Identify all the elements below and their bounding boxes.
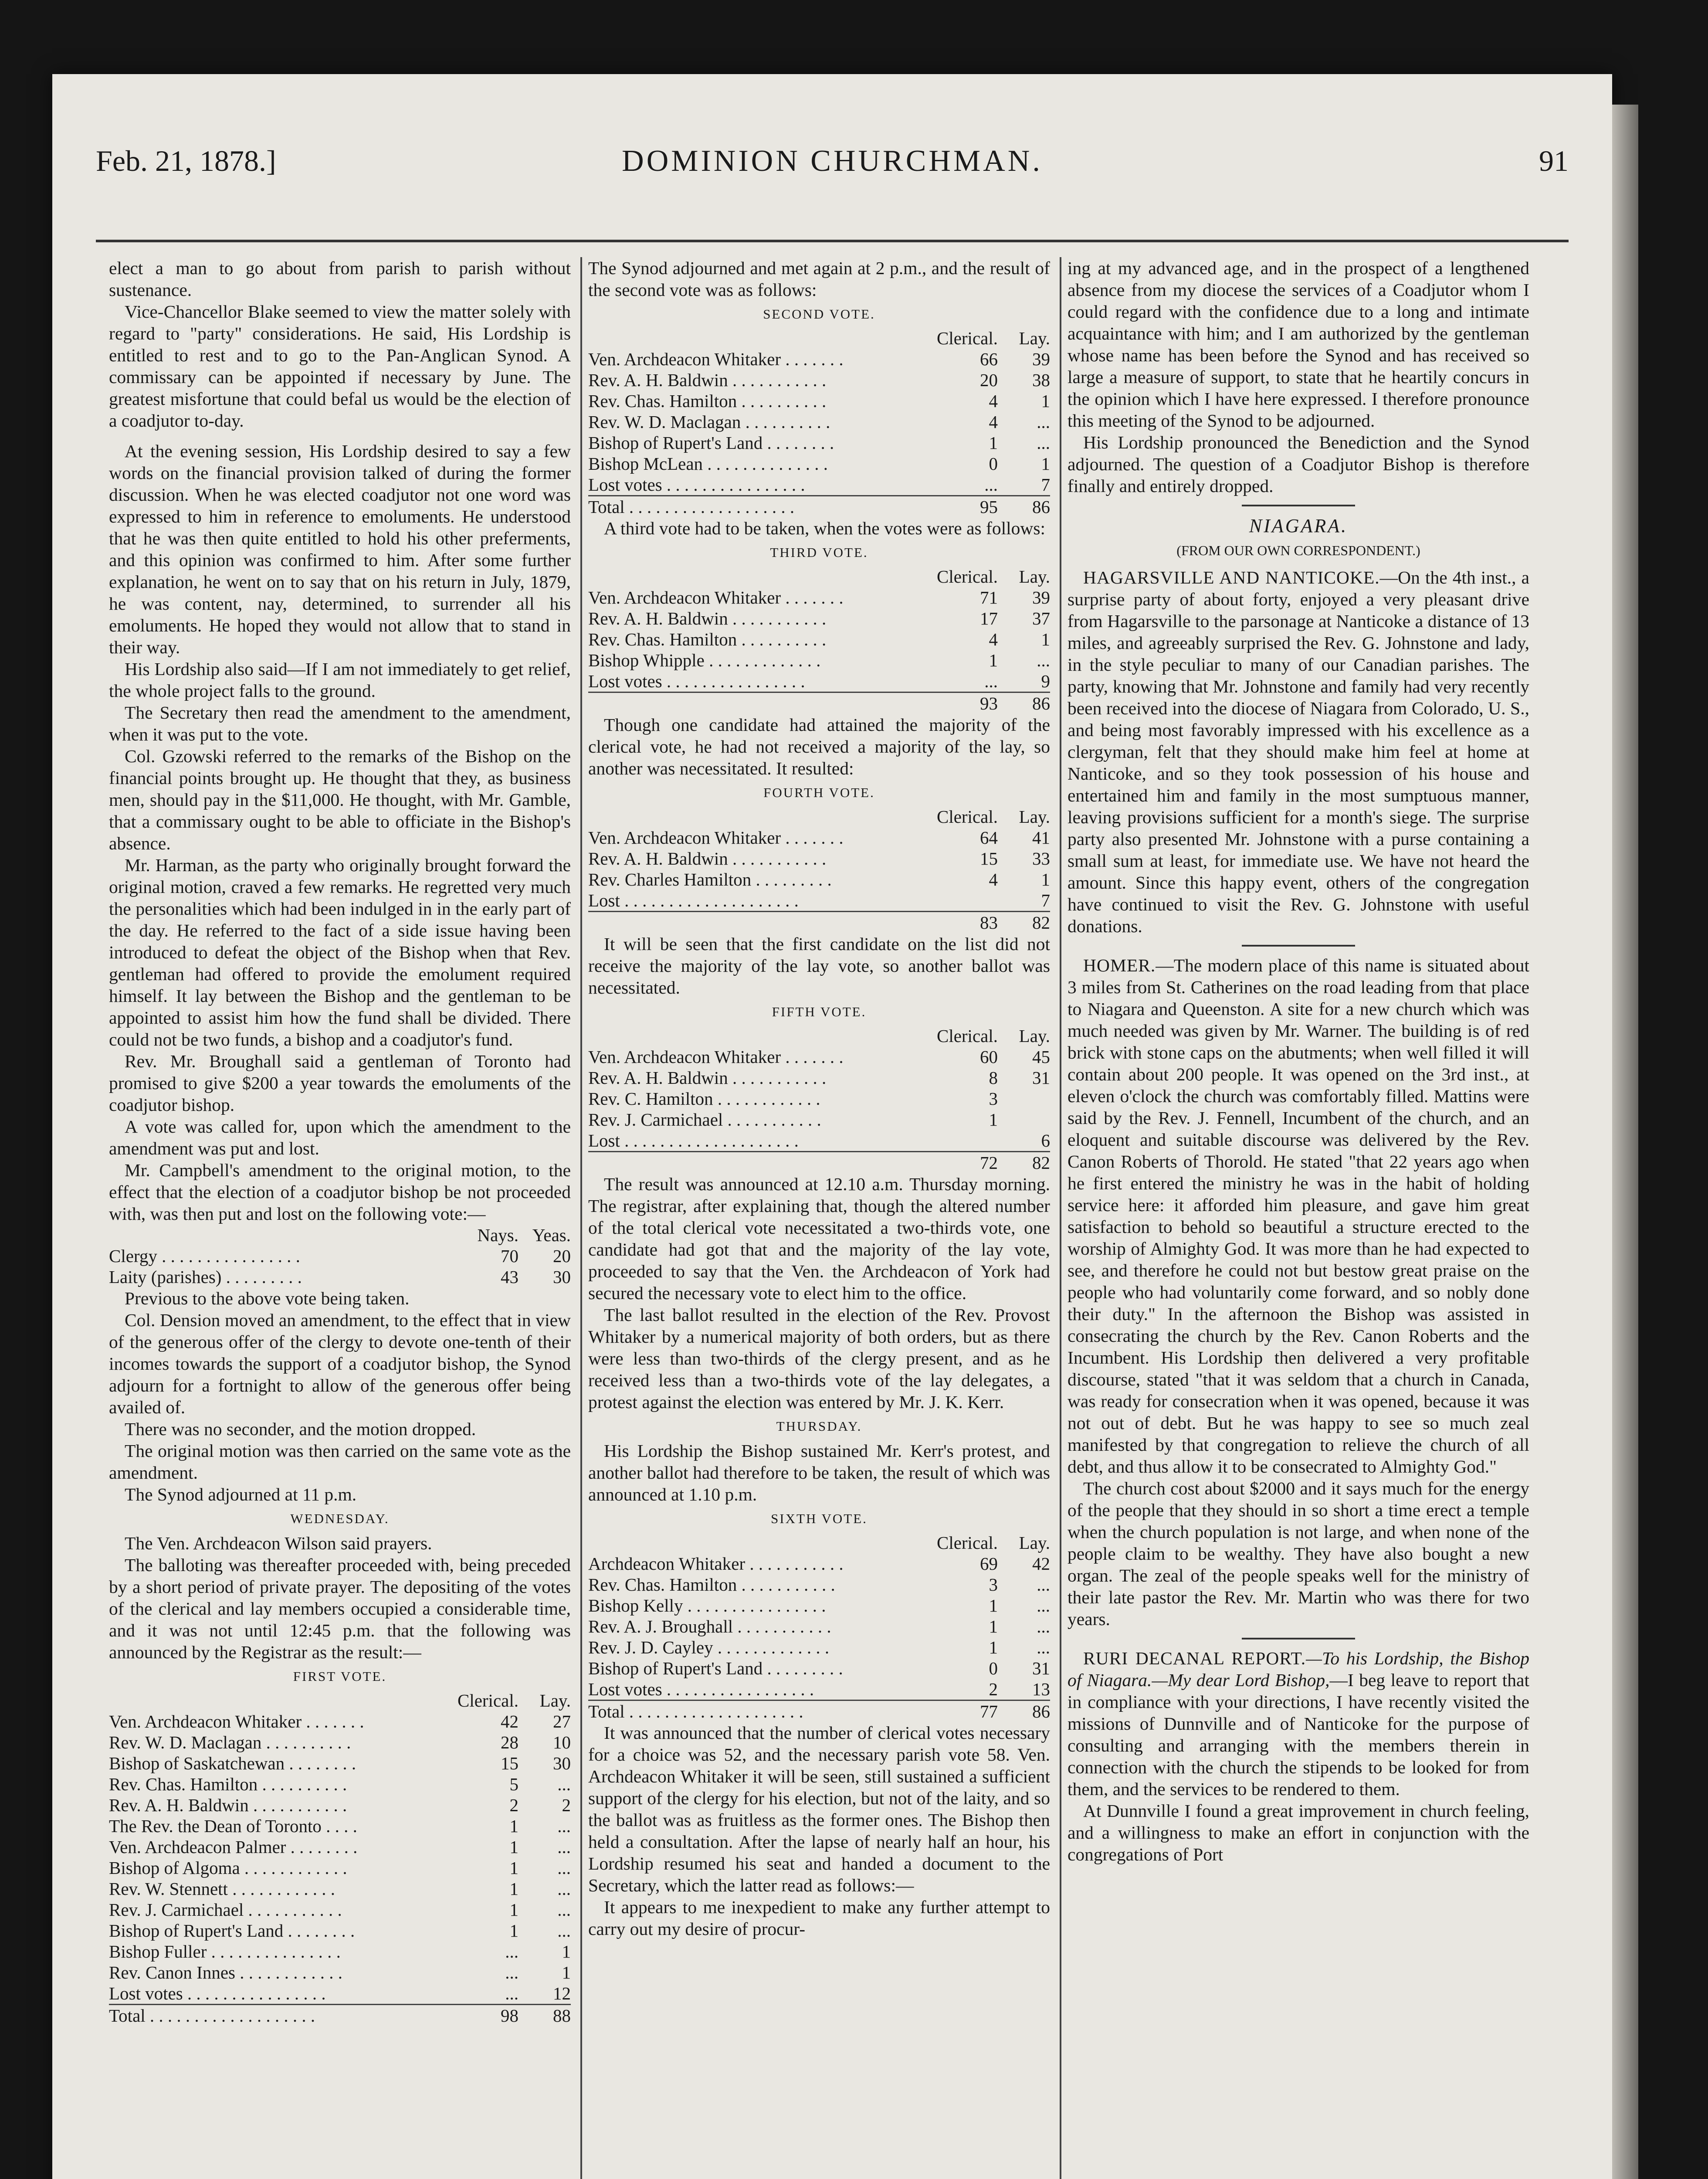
row-label: Clergy . . . . . . . . . . . . . . . . [109, 1246, 300, 1266]
table-row [588, 1574, 1050, 1595]
row-label: Rev. W. D. Maclagan . . . . . . . . . . [109, 1732, 351, 1752]
row-label: Rev. A. H. Baldwin . . . . . . . . . . . [588, 370, 827, 390]
paragraph: Col. Gzowski referred to the remarks of the Bishop on the financial points brought up. He thought that they, as business men, should pay in the $11,000. He thought, with Mr. Gamble, that a commissary ought to be able to officiate in the Bishop's absence. [109, 746, 571, 853]
column-header: Lay. [1019, 567, 1050, 587]
table-row [588, 1553, 1050, 1574]
section-heading: SECOND VOTE. [763, 306, 875, 322]
row-label: Lost . . . . . . . . . . . . . . . . . . . . [588, 890, 799, 910]
cell: 10 [553, 1732, 571, 1752]
cell: 45 [1032, 1047, 1050, 1067]
table-row [109, 1246, 571, 1266]
cell: 64 [980, 828, 998, 848]
cell: 95 [937, 496, 998, 518]
total-row [588, 1152, 1050, 1174]
row-label: Bishop McLean . . . . . . . . . . . . . . [588, 454, 828, 474]
paragraph: At the evening session, His Lordship desired to say a few words on the financial provision talked of during the former discussion. When he was elected coadjutor not one word was expressed to him in reference to emoluments. He understood that he was then quite entitled to hold his other preferments, and this opinion was confirmed to him. After some further explanation, he went on to say that on his return in July, 1879, he was content, nay, determined, to surrender all his emoluments. He hoped they would not allow that to stand in their way. [109, 441, 571, 657]
cell: 13 [1032, 1679, 1050, 1699]
table-row [588, 1595, 1050, 1616]
table-row [588, 629, 1050, 650]
paragraph: Vice-Chancellor Blake seemed to view the matter solely with regard to "party" considerations. He said, His Lordship is entitled to rest and to go to the Pan-Anglican Synod. A commissary can be appointed if necessary by June. The greatest misfortune that could befal us would be the election of a coadjutor to-day. [109, 302, 571, 431]
column-header: Clerical. [936, 328, 998, 348]
table-row [588, 587, 1050, 608]
cell: 30 [553, 1267, 571, 1287]
paragraph: elect a man to go about from parish to parish without sustenance. [109, 258, 571, 300]
cell: ... [505, 1941, 518, 1962]
table-row [588, 608, 1050, 629]
table-row [588, 1046, 1050, 1067]
column-3 [1068, 257, 1529, 1865]
column-header: Lay. [1019, 1026, 1050, 1046]
row-label: Bishop of Saskatchewan . . . . . . . . [109, 1753, 356, 1773]
section-subheading: (FROM OUR OWN CORRESPONDENT.) [1176, 543, 1420, 558]
table-row [109, 1920, 571, 1941]
row-label: Bishop of Rupert's Land . . . . . . . . [109, 1921, 355, 1941]
cell: 1 [509, 1858, 518, 1878]
column-1 [109, 257, 571, 2026]
paragraph: The Secretary then read the amendment to the amendment, when it was put to the vote. [109, 703, 571, 744]
cell: 82 [998, 912, 1050, 933]
table-row [588, 1637, 1050, 1658]
cell: ... [557, 1879, 571, 1899]
cell: 77 [937, 1700, 998, 1722]
row-label: Rev. A. H. Baldwin . . . . . . . . . . . [109, 1795, 347, 1815]
row-label: Rev. Chas. Hamilton . . . . . . . . . . [588, 391, 827, 411]
row-label: Ven. Archdeacon Palmer . . . . . . . . [109, 1837, 358, 1857]
row-label: Rev. Charles Hamilton . . . . . . . . . [588, 869, 832, 889]
column-header: Clerical. [936, 1026, 998, 1046]
column-header: Clerical. [936, 807, 998, 827]
cell: 70 [501, 1246, 518, 1266]
row-label: Rev. J. D. Cayley . . . . . . . . . . . . . [588, 1637, 830, 1657]
paragraph: The Synod adjourned and met again at 2 p.m., and the result of the second vote was as follows: [588, 258, 1050, 300]
cell: 8 [989, 1068, 998, 1088]
table-row [109, 1962, 571, 1983]
section-heading: THIRD VOTE. [770, 545, 868, 560]
cell: 82 [998, 1152, 1050, 1174]
table-row [109, 1816, 571, 1836]
cell: ... [1037, 412, 1050, 432]
cell: 69 [980, 1554, 998, 1574]
cell: ... [557, 1858, 571, 1878]
section-heading: SIXTH VOTE. [771, 1511, 868, 1526]
fourth-vote-table [588, 806, 1050, 933]
row-label: The Rev. the Dean of Toronto . . . . [109, 1816, 357, 1836]
paragraph: The balloting was thereafter proceeded with, being preceded by a short period of private prayer. The depositing of the votes of the clerical and lay members occupied a considerable time, and it was not until 12:45 p.m. that the following was announced by the Registrar as the result:— [109, 1555, 571, 1662]
cell: ... [1037, 650, 1050, 670]
paragraph-lead: HAGARSVILLE AND NANTICOKE. [1083, 567, 1380, 587]
table-row [588, 650, 1050, 671]
cell: 1 [1041, 391, 1050, 411]
column-divider [1060, 257, 1061, 2179]
row-label: Rev. A. H. Baldwin . . . . . . . . . . . [588, 849, 827, 869]
paragraph-body: —On the 4th inst., a surprise party of about forty, enjoyed a very pleasant drive from Hagarsville to the parsonage at Nanticoke a distance of 13 miles, and agreeably surprised the Rev. G. Johnstone and lady, in the style peculiar to many of our Canadian parishes. The party, knowing that Mr. Johnstone and family had very recently been received into the diocese of Niagara from Colorado, U. S., and being most favorably impressed with his excellence as a clergyman, felt that they should make him feel at home at Nanticoke, and so they took possession of his house and entertained him and family in the most sumptuous manner, leaving provisions sufficient for a month's siege. The surprise party also presented Mr. Johnstone with a purse containing a small sum at least, for immediate use. We have not heard the amount. Since this happy event, others of the congregation have continued to visit the Rev. G. Johnstone with useful donations. [1068, 567, 1529, 936]
cell: ... [1037, 433, 1050, 453]
table-row [109, 1732, 571, 1753]
row-label: Rev. A. H. Baldwin . . . . . . . . . . . [588, 1068, 827, 1088]
row-label: Bishop of Rupert's Land . . . . . . . . [588, 433, 834, 453]
section-heading: FOURTH VOTE. [763, 785, 875, 800]
cell: 98 [458, 2005, 518, 2026]
cell: 93 [937, 692, 998, 714]
paragraph [1068, 567, 1529, 937]
paragraph: Mr. Campbell's amendment to the original motion, to the effect that the election of a coadjutor bishop be not proceeded with, was then put and lost on the following vote:— [109, 1160, 571, 1224]
cell: 38 [1032, 370, 1050, 390]
cell: 5 [509, 1774, 518, 1794]
paragraph: A vote was called for, upon which the amendment to the amendment was put and lost. [109, 1117, 571, 1158]
sixth-vote-table [588, 1532, 1050, 1722]
third-vote-table [588, 566, 1050, 714]
column-header: Lay. [1019, 807, 1050, 827]
table-row [588, 890, 1050, 912]
column-header: Clerical. [457, 1690, 518, 1711]
cell [937, 890, 998, 912]
cell: 66 [980, 349, 998, 369]
paragraph: The church cost about $2000 and it says much for the energy of the people that they should in so short a time erect a temple when the church population is not large, and when none of the people claim to be wealthy. They have also bought a new organ. The zeal of the people speaks well for the ministry of their late pastor the Rev. Mr. Martin who was there for two years. [1068, 1478, 1529, 1629]
section-heading: FIRST VOTE. [293, 1669, 387, 1684]
cell: 4 [989, 869, 998, 889]
cell: 1 [509, 1837, 518, 1857]
total-row [588, 692, 1050, 714]
paragraph: The Ven. Archdeacon Wilson said prayers. [125, 1533, 432, 1553]
row-label: Lost votes . . . . . . . . . . . . . . . . [588, 671, 805, 691]
cell: 39 [1032, 587, 1050, 608]
paragraph-body: —I beg leave to report that in compliance with your directions, I have recently visited the missions of Dunnville and of Nanticoke for the purpose of consulting and arranging with the members therein in connection with the church the stipends to be looked for from them, and the services to be rendered to them. [1068, 1670, 1529, 1799]
column-divider [580, 257, 582, 2179]
row-label: Lost votes . . . . . . . . . . . . . . . . [588, 475, 805, 495]
total-row [109, 2005, 571, 2026]
cell: 1 [509, 1921, 518, 1941]
paragraph-lead: RURI DECANAL REPORT. [1083, 1648, 1306, 1668]
table-row [588, 1130, 1050, 1152]
cell: 15 [980, 849, 998, 869]
table-row [588, 848, 1050, 869]
cell [998, 1088, 1050, 1109]
paragraph: It will be seen that the first candidate on the list did not receive the majority of the lay vote, so another ballot was necessitated. [588, 934, 1050, 998]
cell: ... [1037, 1637, 1050, 1657]
cell: ... [1037, 1616, 1050, 1636]
row-label: Bishop Whipple . . . . . . . . . . . . . [588, 650, 821, 670]
cell: 2 [989, 1679, 998, 1699]
row-label: Ven. Archdeacon Whitaker . . . . . . . [588, 349, 844, 369]
row-label [588, 912, 937, 933]
campbell-vote-table [109, 1225, 571, 1287]
table-row [588, 869, 1050, 890]
first-vote-table [109, 1690, 571, 2026]
paragraph: ing at my advanced age, and in the prospect of a lengthened absence from my diocese the services of a Coadjutor whom I could regard with the confidence due to a long and intimate acquaintance with him; and I am authorized by the gentleman whose name has been before the Synod and has received so large a measure of support, to state that he heartily concurs in the opinion which I have here expressed. I therefore pronounce this meeting of the Synod to be adjourned. [1068, 258, 1529, 431]
row-label: Bishop of Rupert's Land . . . . . . . . . [588, 1658, 843, 1678]
table-row [588, 432, 1050, 453]
cell: 42 [1032, 1554, 1050, 1574]
row-label: Bishop of Algoma . . . . . . . . . . . . [109, 1858, 347, 1878]
header-rule [96, 240, 1569, 242]
cell: 33 [1032, 849, 1050, 869]
section-heading: FIFTH VOTE. [772, 1004, 867, 1019]
second-vote-table [588, 328, 1050, 517]
section-rule [1242, 1638, 1355, 1639]
cell: ... [505, 1983, 518, 2003]
row-label: Rev. Chas. Hamilton . . . . . . . . . . [109, 1774, 347, 1794]
cell: 1 [989, 650, 998, 670]
cell: 72 [937, 1152, 998, 1174]
cell: 31 [1032, 1658, 1050, 1678]
cell: 37 [1032, 608, 1050, 628]
cell: ... [557, 1900, 571, 1920]
table-row [588, 1658, 1050, 1679]
fifth-vote-table [588, 1025, 1050, 1173]
cell: 86 [998, 692, 1050, 714]
paragraph: The original motion was then carried on the same vote as the amendment. [109, 1441, 571, 1483]
cell: ... [984, 671, 998, 691]
row-label: Archdeacon Whitaker . . . . . . . . . . . [588, 1554, 844, 1574]
page-header [96, 139, 1569, 192]
section-heading: WEDNESDAY. [290, 1511, 390, 1526]
row-label: Total . . . . . . . . . . . . . . . . . . . . [588, 1700, 937, 1722]
cell: 7 [1041, 475, 1050, 495]
cell: ... [1037, 1575, 1050, 1595]
cell: 42 [501, 1711, 518, 1731]
cell: ... [557, 1816, 571, 1836]
paragraph-body: —The modern place of this name is situated about 3 miles from St. Catherines on the road leading from that place to Niagara and Queenston. A site for a new church which was much needed was given by Mr. Warner. The building is of red brick with stone caps on the abutments; when well filled it will contain about 200 people. It was opened on the 3rd inst., at eleven o'clock the church was comfortably filled. Mattins were said by the Rev. J. Fennell, Incumbent of the church, and an eloquent and suitable discourse was delivered by the Rev. Canon Roberts of Thorold. He stated "that 22 years ago when he first entered the ministry he was in the habit of holding service here: it afforded him pleasure, and gave him great satisfaction to behold so beautiful a structure erected to the worship of Almighty God. It was more than he had expected to see, and therefore he could not but bestow great praise on the people who had voluntarily come forward, and so nobly done their duty." In the afternoon the Bishop was assisted in consecrating the church by the Rev. Canon Roberts and the Incumbent. His Lordship then delivered a very profitable discourse, stated "that it was seldom that a church in Canada, was ready for consecration when it was opened, because it was not out of debt. But he was happy to see so much zeal manifested by that congregation to relieve the church of all debt, and thus allow it to be consecrated to Almighty God." [1068, 955, 1529, 1476]
paragraph: It was announced that the number of clerical votes necessary for a choice was 52, and the necessary parish vote 58. Ven. Archdeacon Whitaker it will be seen, still sustained a sufficient support of the clergy for his election, but not of the laity, and so the ballot was as fruitless as the former ones. The Bishop then held a consultation. After the lapse of nearly half an hour, his Lordship resumed his seat and handed a document to the Secretary, which the latter read as follows:— [588, 1723, 1050, 1895]
row-label: Rev. W. D. Maclagan . . . . . . . . . . [588, 412, 830, 432]
total-row [588, 1700, 1050, 1722]
paragraph: His Lordship pronounced the Benediction and the Synod adjourned. The question of a Coadjutor Bishop is therefore finally and entirely dropped. [1068, 432, 1529, 496]
column-header: Lay. [1019, 1533, 1050, 1553]
paragraph: Previous to the above vote being taken. [125, 1288, 410, 1308]
cell: 1 [989, 433, 998, 453]
row-label: Rev. Canon Innes . . . . . . . . . . . . [109, 1962, 342, 1982]
paragraph: It appears to me inexpedient to make any further attempt to carry out my desire of procur- [588, 1897, 1050, 1939]
cell: 3 [989, 1089, 998, 1109]
cell [937, 1130, 998, 1152]
row-label: Rev. A. H. Baldwin . . . . . . . . . . . [588, 608, 827, 628]
table-row [109, 1753, 571, 1774]
column-header: Lay. [1019, 328, 1050, 348]
row-label: Rev. C. Hamilton . . . . . . . . . . . . [588, 1089, 820, 1109]
paragraph: Rev. Mr. Broughall said a gentleman of Toronto had promised to give $200 a year towards the emoluments of the coadjutor bishop. [109, 1051, 571, 1115]
row-label: Rev. J. Carmichael . . . . . . . . . . . [109, 1900, 342, 1920]
table-row [109, 1878, 571, 1899]
cell: 0 [989, 1658, 998, 1678]
cell: 1 [989, 1110, 998, 1130]
cell: 12 [553, 1983, 571, 2003]
newspaper-page [52, 74, 1612, 2179]
table-row [109, 1795, 571, 1816]
cell: 71 [980, 587, 998, 608]
issue-date: Feb. 21, 1878.] [96, 144, 276, 177]
paragraph: The result was announced at 12.10 a.m. Thursday morning. The registrar, after explaining that, though the altered number of the total clerical vote necessitated a two-thirds vote, one candidate had got that and the majority of the lay vote, proceeded to say that the Ven. the Archdeacon of York had secured the necessary vote to elect him to the office. [588, 1174, 1050, 1303]
cell: 3 [989, 1575, 998, 1595]
column-header: Nays. [477, 1225, 518, 1245]
table-row [109, 1836, 571, 1857]
cell: ... [557, 1921, 571, 1941]
publication-title: DOMINION CHURCHMAN. [622, 144, 1043, 178]
table-row [588, 474, 1050, 496]
paragraph: At Dunnville I found a great improvement in church feeling, and a willingness to make an effort in conjunction with the congregations of Port [1068, 1801, 1529, 1864]
paragraph: His Lordship the Bishop sustained Mr. Kerr's protest, and another ballot had therefore to be taken, the result of which was announced at 1.10 p.m. [588, 1441, 1050, 1504]
cell: 1 [1041, 869, 1050, 889]
table-row [588, 349, 1050, 370]
cell: 28 [501, 1732, 518, 1752]
paragraph: His Lordship also said—If I am not immediately to get relief, the whole project falls to the ground. [109, 659, 571, 701]
cell: ... [505, 1962, 518, 1982]
cell: 2 [562, 1795, 571, 1815]
cell: 15 [501, 1753, 518, 1773]
cell: 4 [989, 629, 998, 649]
row-label: Total . . . . . . . . . . . . . . . . . . . [588, 496, 937, 518]
column-2 [588, 257, 1050, 1940]
paragraph [1068, 954, 1529, 1477]
cell: ... [557, 1837, 571, 1857]
row-label: Rev. J. Carmichael . . . . . . . . . . . [588, 1110, 821, 1130]
cell: 1 [509, 1816, 518, 1836]
table-row [109, 1711, 571, 1732]
paragraph: A third vote had to be taken, when the votes were as follows: [604, 518, 1046, 538]
column-header: Lay. [539, 1690, 571, 1711]
cell: 4 [989, 391, 998, 411]
cell: 6 [1041, 1130, 1050, 1151]
cell: ... [1037, 1595, 1050, 1616]
row-label: Rev. Chas. Hamilton . . . . . . . . . . [588, 629, 827, 649]
table-row [109, 1983, 571, 2005]
column-header: Clerical. [936, 567, 998, 587]
table-row [588, 671, 1050, 692]
cell: 1 [562, 1962, 571, 1982]
table-row [588, 370, 1050, 390]
section-rule [1242, 505, 1355, 506]
section-heading: THURSDAY. [776, 1419, 862, 1434]
total-row [588, 912, 1050, 933]
row-label: Lost . . . . . . . . . . . . . . . . . . . . [588, 1130, 799, 1151]
table-row [588, 1088, 1050, 1109]
table-row [588, 1679, 1050, 1700]
row-label: Lost votes . . . . . . . . . . . . . . . . . [588, 1679, 814, 1699]
paragraph-lead: HOMER. [1083, 955, 1156, 975]
cell: 43 [501, 1267, 518, 1287]
paragraph: Though one candidate had attained the majority of the clerical vote, he had not received a majority of the lay, so another was necessitated. It resulted: [588, 715, 1050, 778]
page-number: 91 [1539, 144, 1569, 177]
cell: 1 [509, 1900, 518, 1920]
cell: 60 [980, 1047, 998, 1067]
cell: 86 [998, 1700, 1050, 1722]
row-label [588, 1152, 937, 1174]
table-row [109, 1774, 571, 1795]
row-label: Rev. Chas. Hamilton . . . . . . . . . . . [588, 1575, 835, 1595]
cell: 20 [553, 1246, 571, 1266]
page-edge [1612, 105, 1638, 2179]
cell: 1 [562, 1941, 571, 1962]
row-label: Ven. Archdeacon Whitaker . . . . . . . [588, 828, 844, 848]
row-label: Bishop Fuller . . . . . . . . . . . . . . . [109, 1941, 341, 1962]
cell: ... [557, 1774, 571, 1794]
cell: 1 [989, 1616, 998, 1636]
cell: ... [984, 475, 998, 495]
cell: 41 [1032, 828, 1050, 848]
paragraph: Col. Dension moved an amendment, to the effect that in view of the generous offer of the clergy to devote one-tenth of their incomes towards the support of a coadjutor bishop, the Synod adjourn for a fortnight to allow of the generous offer being availed of. [109, 1310, 571, 1417]
cell: 31 [1032, 1068, 1050, 1088]
cell: 2 [509, 1795, 518, 1815]
total-row [588, 496, 1050, 518]
row-label [588, 692, 937, 714]
paragraph-lead-italic: —To his Lordship, the Bishop of Niagara.—My dear Lord Bishop, [1068, 1648, 1529, 1690]
table-row [588, 390, 1050, 411]
row-label: Ven. Archdeacon Whitaker . . . . . . . [109, 1711, 364, 1731]
row-label: Laity (parishes) . . . . . . . . . [109, 1267, 302, 1287]
row-label: Ven. Archdeacon Whitaker . . . . . . . [588, 587, 844, 608]
table-row [109, 1857, 571, 1878]
cell: 17 [980, 608, 998, 628]
paragraph [1068, 1647, 1529, 1800]
column-header: Yeas. [532, 1225, 571, 1245]
cell: 0 [989, 454, 998, 474]
cell: 1 [989, 1595, 998, 1616]
cell: 30 [553, 1753, 571, 1773]
table-row [588, 453, 1050, 474]
cell: 83 [937, 912, 998, 933]
row-label: Rev. A. J. Broughall . . . . . . . . . . . [588, 1616, 831, 1636]
cell: 88 [518, 2005, 571, 2026]
table-row [588, 827, 1050, 848]
cell: 1 [1041, 629, 1050, 649]
paragraph: The Synod adjourned at 11 p.m. [125, 1484, 357, 1504]
paragraph: Mr. Harman, as the party who originally brought forward the original motion, craved a few remarks. He regretted very much the personalities which had been indulged in in the early part of the day. He referred to the fact of a side issue having been introduced to defeat the object of the Bishop when that Rev. gentleman had offered to provide the emolument required himself. It lay between the Bishop and the gentleman to be appointed to assist him how the fund shall be divided. There could not be two funds, a bishop and a coadjutor's fund. [109, 855, 571, 1049]
row-label: Bishop Kelly . . . . . . . . . . . . . . . . [588, 1595, 826, 1616]
cell: 9 [1041, 671, 1050, 691]
cell: 7 [1041, 890, 1050, 910]
table-row [588, 1109, 1050, 1130]
section-rule [1242, 945, 1355, 947]
cell: 1 [989, 1637, 998, 1657]
row-label: Lost votes . . . . . . . . . . . . . . . . [109, 1983, 326, 2003]
cell: 1 [509, 1879, 518, 1899]
cell: 1 [1041, 454, 1050, 474]
table-row [109, 1266, 571, 1287]
cell: 4 [989, 412, 998, 432]
section-heading: NIAGARA. [1249, 515, 1348, 536]
table-row [109, 1899, 571, 1920]
table-row [588, 1616, 1050, 1637]
table-row [588, 411, 1050, 432]
cell [998, 1109, 1050, 1130]
cell: 86 [998, 496, 1050, 518]
row-label: Rev. W. Stennett . . . . . . . . . . . . [109, 1879, 335, 1899]
row-label: Ven. Archdeacon Whitaker . . . . . . . [588, 1047, 844, 1067]
table-row [109, 1941, 571, 1962]
cell: 39 [1032, 349, 1050, 369]
paragraph: There was no seconder, and the motion dropped. [125, 1419, 476, 1439]
table-row [588, 1067, 1050, 1088]
cell: 20 [980, 370, 998, 390]
cell: 27 [553, 1711, 571, 1731]
column-header: Clerical. [936, 1533, 998, 1553]
paragraph: The last ballot resulted in the election of the Rev. Provost Whitaker by a numerical majority of both orders, but as there were less than two-thirds of the clergy present, and as he received less than a two-thirds vote of the lay delegates, a protest against the election was entered by Mr. J. K. Kerr. [588, 1305, 1050, 1412]
row-label: Total . . . . . . . . . . . . . . . . . . . [109, 2005, 458, 2026]
